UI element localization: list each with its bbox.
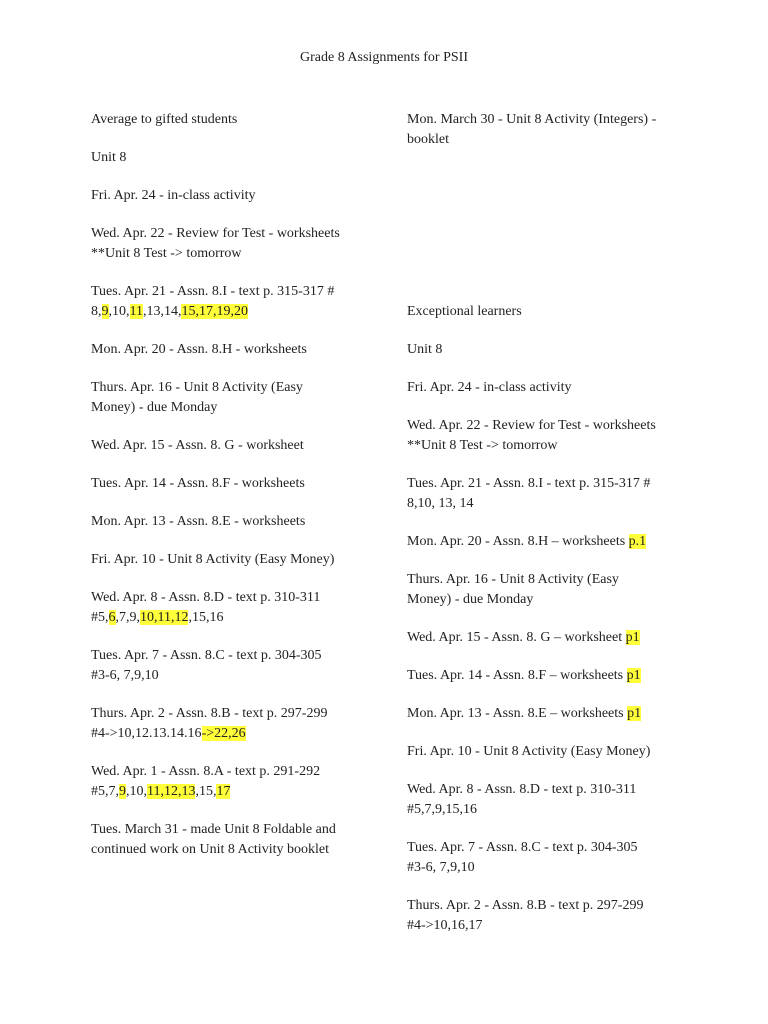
assignment-entry — [91, 474, 391, 494]
entry-line — [91, 378, 391, 398]
right-column-top-entries — [407, 110, 697, 150]
entry-line — [407, 416, 697, 436]
entry-text: Fri. Apr. 24 - in-class activity — [91, 188, 256, 203]
entry-text: Tues. Apr. 14 - Assn. 8.F - worksheets — [91, 476, 305, 491]
assignment-entry — [91, 110, 391, 130]
entry-text: Wed. Apr. 22 - Review for Test - worksheets — [91, 226, 340, 241]
entry-line — [407, 340, 697, 360]
entry-text: Wed. Apr. 8 - Assn. 8.D - text p. 310-311 — [91, 590, 321, 605]
assignment-entry — [407, 378, 697, 398]
highlighted-text: 17 — [216, 784, 231, 799]
entry-line — [407, 110, 697, 130]
left-column-average-to-gifted — [91, 110, 391, 878]
assignment-entry — [91, 340, 391, 360]
column-gap — [407, 168, 697, 302]
entry-line — [407, 916, 697, 936]
entry-line — [407, 130, 697, 150]
entry-text: #5,7, — [91, 784, 119, 799]
entry-text: Tues. Apr. 21 - Assn. 8.I - text p. 315-317 # — [91, 284, 335, 299]
entry-text: #3-6, 7,9,10 — [91, 668, 159, 683]
entry-text: ,10, — [108, 304, 130, 319]
entry-text: #3-6, 7,9,10 — [407, 860, 475, 875]
entry-line — [407, 378, 697, 398]
entry-line — [407, 494, 697, 514]
assignment-entry — [407, 110, 697, 150]
entry-text: Thurs. Apr. 2 - Assn. 8.B - text p. 297-299 — [91, 706, 328, 721]
assignment-entry — [407, 416, 697, 456]
entry-text: Money) - due Monday — [407, 592, 534, 607]
entry-text: Thurs. Apr. 16 - Unit 8 Activity (Easy — [407, 572, 619, 587]
entry-line — [407, 570, 697, 590]
highlighted-text: 9 — [101, 304, 109, 319]
right-column — [407, 110, 697, 954]
entry-text: #5,7,9,15,16 — [407, 802, 477, 817]
assignment-entry — [407, 704, 697, 724]
entry-line — [91, 666, 391, 686]
entry-text: Tues. March 31 - made Unit 8 Foldable and — [91, 822, 336, 837]
entry-line — [407, 800, 697, 820]
right-column-exceptional-learners — [407, 302, 697, 936]
assignment-entry — [91, 762, 391, 802]
entry-text: #4->10,12.13.14.16 — [91, 726, 202, 741]
entry-line — [407, 704, 697, 724]
entry-line — [91, 282, 391, 302]
entry-line — [91, 840, 391, 860]
assignment-entry — [91, 148, 391, 168]
entry-text: Mon. Apr. 13 - Assn. 8.E - worksheets — [91, 514, 306, 529]
assignment-entry — [91, 282, 391, 322]
entry-line — [407, 780, 697, 800]
entry-text: 8, — [91, 304, 102, 319]
entry-text: Wed. Apr. 22 - Review for Test - worksheets — [407, 418, 656, 433]
entry-line — [407, 742, 697, 762]
entry-text: ,15,16 — [188, 610, 224, 625]
entry-text: **Unit 8 Test -> tomorrow — [407, 438, 558, 453]
entry-line — [407, 532, 697, 552]
entry-line — [407, 858, 697, 878]
entry-text: 8,10, 13, 14 — [407, 496, 474, 511]
entry-line — [91, 436, 391, 456]
entry-line — [91, 110, 391, 130]
entry-text: Tues. Apr. 21 - Assn. 8.I - text p. 315-317 # — [407, 476, 651, 491]
entry-line — [91, 646, 391, 666]
entry-text: Thurs. Apr. 2 - Assn. 8.B - text p. 297-299 — [407, 898, 644, 913]
entry-text: ,7,9, — [115, 610, 140, 625]
entry-text: booklet — [407, 132, 449, 147]
assignment-entry — [91, 512, 391, 532]
assignment-entry — [407, 532, 697, 552]
highlighted-text: p1 — [625, 630, 640, 645]
entry-line — [91, 474, 391, 494]
entry-line — [407, 474, 697, 494]
entry-text: #5, — [91, 610, 109, 625]
entry-line — [91, 704, 391, 724]
entry-line — [91, 302, 391, 322]
assignment-entry — [91, 646, 391, 686]
entry-line — [91, 186, 391, 206]
entry-text: Fri. Apr. 10 - Unit 8 Activity (Easy Money) — [407, 744, 651, 759]
entry-line — [407, 590, 697, 610]
entry-line — [91, 588, 391, 608]
highlighted-text: 9 — [119, 784, 126, 799]
entry-line — [91, 340, 391, 360]
entry-text: Exceptional learners — [407, 304, 522, 319]
entry-text: Fri. Apr. 24 - in-class activity — [407, 380, 572, 395]
entry-text: Wed. Apr. 1 - Assn. 8.A - text p. 291-292 — [91, 764, 321, 779]
highlighted-text: 10,11,12 — [140, 610, 189, 625]
entry-text: **Unit 8 Test -> tomorrow — [91, 246, 242, 261]
highlighted-text: p1 — [626, 668, 641, 683]
entry-line — [91, 550, 391, 570]
entry-line — [407, 436, 697, 456]
assignment-entry — [407, 628, 697, 648]
entry-text: Mon. Apr. 13 - Assn. 8.E – worksheets — [407, 706, 628, 721]
assignment-entry — [407, 340, 697, 360]
entry-text: Wed. Apr. 15 - Assn. 8. G - worksheet — [91, 438, 304, 453]
entry-text: Wed. Apr. 15 - Assn. 8. G – worksheet — [407, 630, 626, 645]
assignment-entry — [91, 550, 391, 570]
assignment-entry — [91, 588, 391, 628]
entry-line — [91, 224, 391, 244]
assignment-entry — [91, 704, 391, 744]
entry-line — [407, 896, 697, 916]
entry-line — [91, 148, 391, 168]
entry-text: Tues. Apr. 7 - Assn. 8.C - text p. 304-305 — [91, 648, 322, 663]
entry-text: Unit 8 — [407, 342, 443, 357]
entry-text: #4->10,16,17 — [407, 918, 483, 933]
page-title: Grade 8 Assignments for PSII — [300, 50, 468, 65]
entry-text: Unit 8 — [91, 150, 127, 165]
entry-text: ,10, — [126, 784, 147, 799]
assignment-entry — [407, 302, 697, 322]
entry-text: Tues. Apr. 14 - Assn. 8.F – worksheets — [407, 668, 627, 683]
entry-line — [407, 302, 697, 322]
assignment-entry — [91, 436, 391, 456]
entry-line — [91, 820, 391, 840]
entry-line — [407, 666, 697, 686]
entry-text: Average to gifted students — [91, 112, 238, 127]
entry-text: Thurs. Apr. 16 - Unit 8 Activity (Easy — [91, 380, 303, 395]
assignment-entry — [407, 742, 697, 762]
entry-line — [407, 838, 697, 858]
entry-line — [91, 398, 391, 418]
entry-line — [91, 724, 391, 744]
entry-text: Fri. Apr. 10 - Unit 8 Activity (Easy Money) — [91, 552, 335, 567]
entry-line — [91, 244, 391, 264]
highlighted-text: p1 — [627, 706, 642, 721]
entry-text: ,15, — [195, 784, 217, 799]
assignment-entry — [407, 666, 697, 686]
assignment-entry — [91, 186, 391, 206]
entry-line — [407, 628, 697, 648]
entry-line — [91, 782, 391, 802]
entry-text: Wed. Apr. 8 - Assn. 8.D - text p. 310-311 — [407, 782, 637, 797]
assignment-entry — [407, 780, 697, 820]
highlighted-text: 11,12,13 — [147, 784, 196, 799]
entry-text: continued work on Unit 8 Activity booklet — [91, 842, 329, 857]
assignment-entry — [91, 820, 391, 860]
entry-text: Tues. Apr. 7 - Assn. 8.C - text p. 304-305 — [407, 840, 638, 855]
highlighted-text: 15,17,19,20 — [181, 304, 248, 319]
assignment-entry — [91, 224, 391, 264]
entry-text: Mon. Apr. 20 - Assn. 8.H - worksheets — [91, 342, 307, 357]
assignment-entry — [407, 474, 697, 514]
entry-text: Money) - due Monday — [91, 400, 218, 415]
highlighted-text: ->22,26 — [201, 726, 246, 741]
assignment-entry — [91, 378, 391, 418]
entry-line — [91, 512, 391, 532]
assignment-entry — [407, 570, 697, 610]
entry-line — [91, 762, 391, 782]
assignment-entry — [407, 896, 697, 936]
highlighted-text: 6 — [108, 610, 116, 625]
highlighted-text: 11 — [129, 304, 143, 319]
entry-text: Mon. March 30 - Unit 8 Activity (Integers) - — [407, 112, 657, 127]
assignment-entry — [407, 838, 697, 878]
entry-line — [91, 608, 391, 628]
highlighted-text: p.1 — [628, 534, 647, 549]
entry-text: Mon. Apr. 20 - Assn. 8.H – worksheets — [407, 534, 629, 549]
entry-text: ,13,14, — [142, 304, 182, 319]
